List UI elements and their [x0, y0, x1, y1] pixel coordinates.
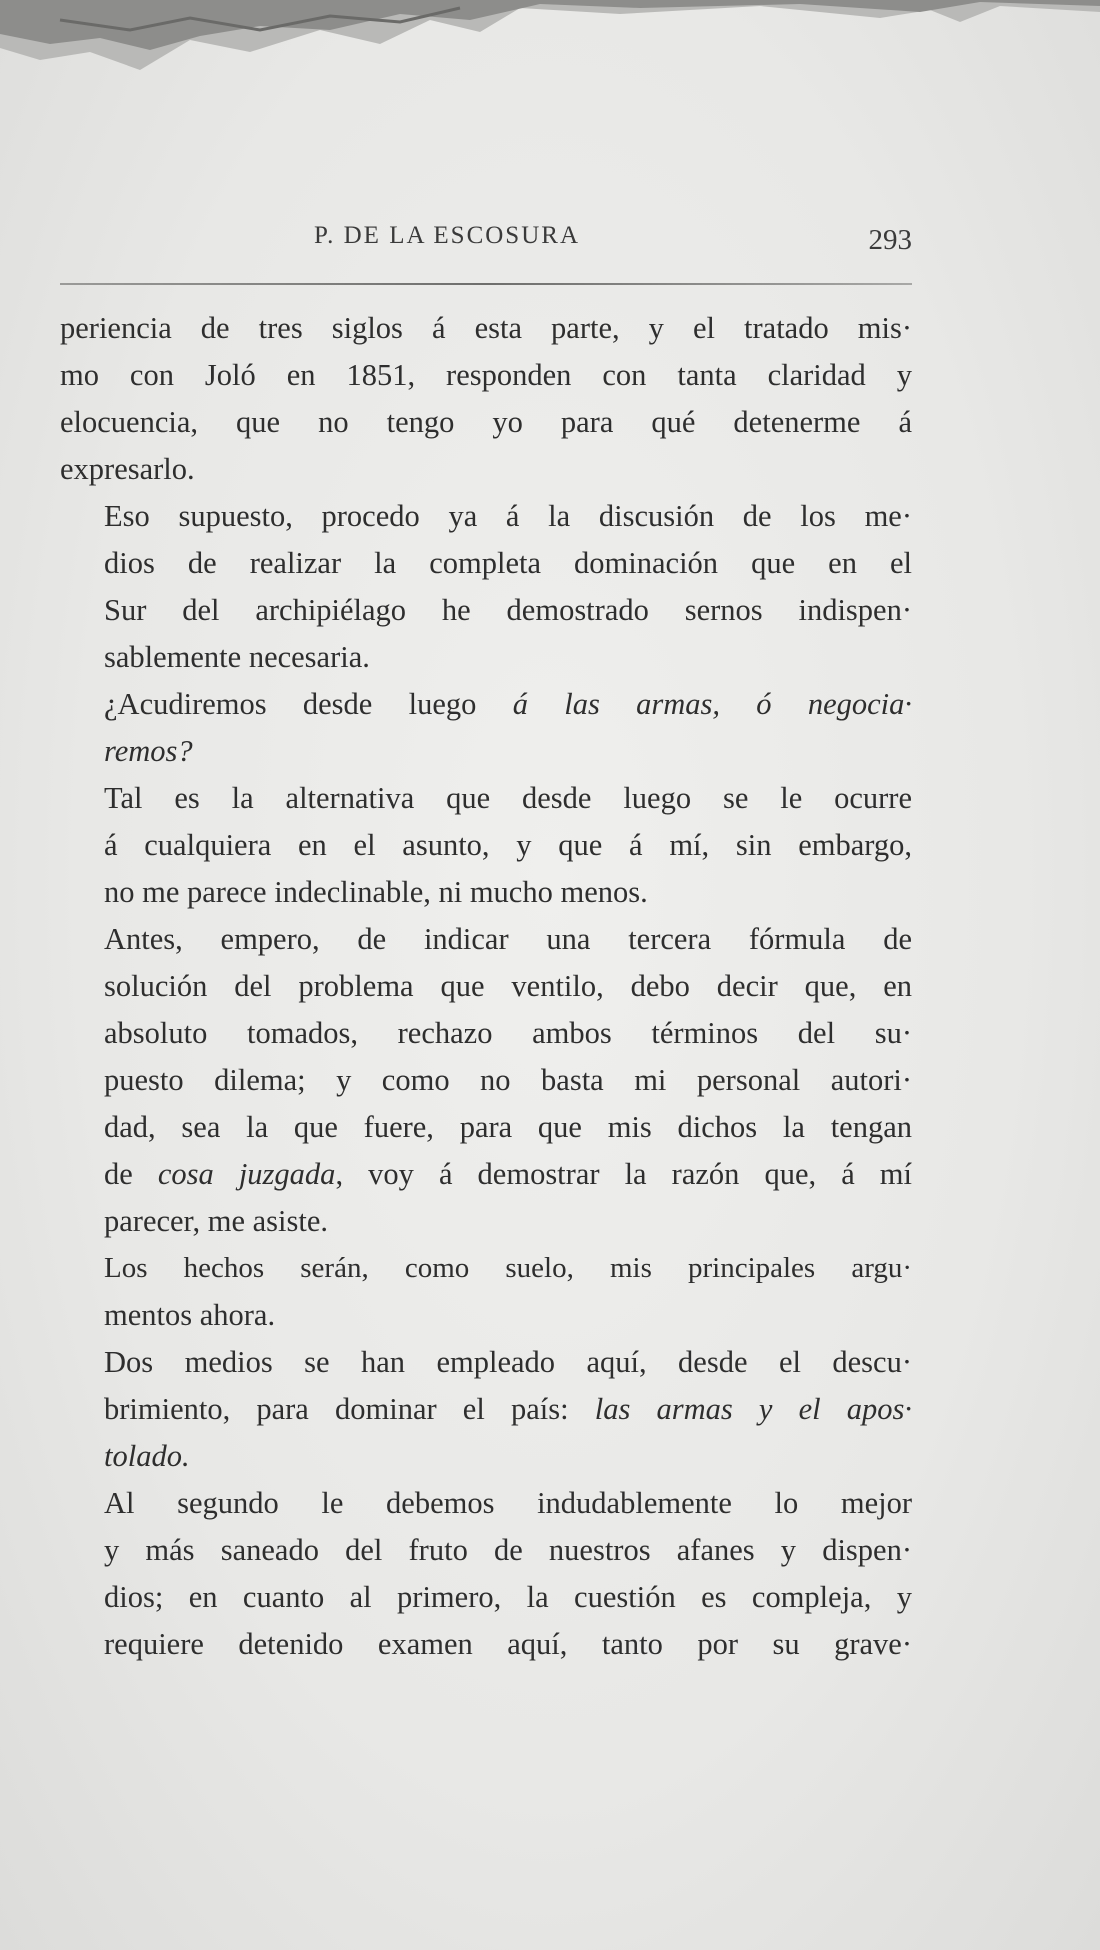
text-segment: brimiento, para dominar el país:	[104, 1392, 595, 1426]
text-line: mo con Joló en 1851, responden con tanta claridad y	[60, 358, 912, 392]
running-header	[60, 222, 912, 262]
text-segment: de	[104, 1157, 158, 1191]
italic-text: á las armas, ó negocia·	[512, 687, 912, 721]
italic-text: las armas y el apos·	[594, 1392, 912, 1426]
text-line: puesto dilema; y como no basta mi personal autori·	[104, 1063, 912, 1097]
paragraph	[60, 493, 912, 681]
text-segment: , voy á demostrar la razón que, á mí	[335, 1157, 912, 1191]
header-rule	[60, 283, 912, 285]
text-line: solución del problema que ventilo, debo decir que, en	[104, 969, 912, 1003]
paragraph	[60, 681, 912, 775]
text-line: requiere detenido examen aquí, tanto por su grave·	[104, 1627, 912, 1661]
text-line: Sur del archipiélago he demostrado sernos indispen·	[104, 593, 912, 627]
text-line: Eso supuesto, procedo ya á la discusión de los me·	[104, 499, 912, 533]
text-line: Antes, empero, de indicar una tercera fórmula de	[104, 922, 912, 956]
text-line: Al segundo le debemos indudablemente lo mejor	[104, 1486, 912, 1520]
text-line: parecer, me asiste.	[104, 1204, 329, 1238]
text-line	[60, 1386, 912, 1433]
paragraph	[60, 775, 912, 916]
text-line: expresarlo.	[60, 452, 195, 486]
text-line: Los hechos serán, como suelo, mis principales argu·	[104, 1252, 912, 1284]
torn-page-edge	[0, 0, 1100, 90]
text-line: sablemente necesaria.	[104, 640, 370, 674]
page-number: 293	[868, 224, 912, 256]
paragraph	[60, 1480, 912, 1668]
text-line: mentos ahora.	[104, 1298, 276, 1332]
italic-text: remos?	[104, 734, 193, 768]
text-line: periencia de tres siglos á esta parte, y el tratado mis·	[60, 311, 912, 345]
paragraph	[60, 1339, 912, 1480]
text-line	[60, 681, 912, 728]
text-segment: ¿Acudiremos desde luego	[104, 687, 513, 721]
text-line	[60, 1433, 912, 1480]
italic-text: tolado.	[104, 1439, 190, 1473]
text-line: dad, sea la que fuere, para que mis dichos la tengan	[104, 1110, 912, 1144]
text-line: dios de realizar la completa dominación que en el	[104, 546, 912, 580]
text-line	[60, 1151, 912, 1198]
text-line: y más saneado del fruto de nuestros afanes y dispen·	[104, 1533, 912, 1567]
text-line: no me parece indeclinable, ni mucho menos.	[104, 875, 648, 909]
italic-text: cosa juzgada	[157, 1157, 336, 1191]
text-line: elocuencia, que no tengo yo para qué detenerme á	[60, 405, 912, 439]
text-line: Dos medios se han empleado aquí, desde el descu·	[104, 1345, 912, 1379]
text-line: absoluto tomados, rechazo ambos términos del su·	[104, 1016, 912, 1050]
text-line: Tal es la alternativa que desde luego se le ocurre	[104, 781, 912, 815]
text-line	[60, 728, 912, 775]
paragraph	[60, 1245, 912, 1339]
paragraph	[60, 305, 912, 493]
running-title: P. DE LA ESCOSURA	[314, 222, 580, 249]
text-line: á cualquiera en el asunto, y que á mí, sin embargo,	[104, 828, 912, 862]
body-text	[60, 305, 912, 1668]
paragraph	[60, 916, 912, 1245]
text-line: dios; en cuanto al primero, la cuestión es compleja, y	[104, 1580, 912, 1614]
